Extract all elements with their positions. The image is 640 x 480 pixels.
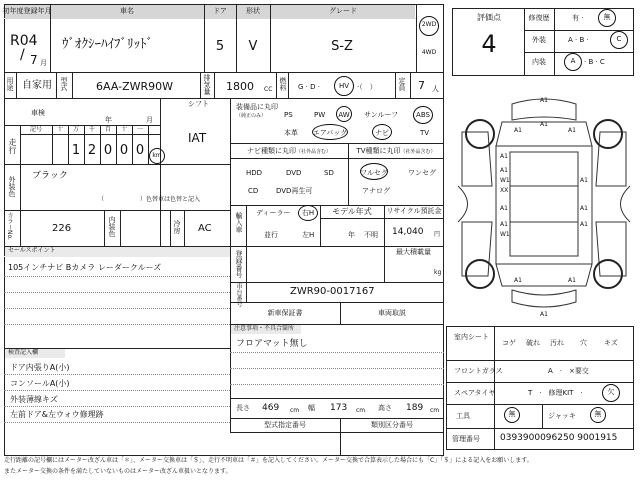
- model-year-unknown: 不明: [364, 231, 378, 239]
- spare-tire-label: スペアタイヤ: [454, 389, 496, 397]
- capacity-value: 7: [418, 79, 425, 92]
- damage-mark: A1: [580, 205, 588, 212]
- equip-abs: ABS: [416, 111, 430, 119]
- repair-none: 無: [603, 13, 611, 21]
- damage-mark: W1: [500, 177, 510, 184]
- seat-label: 室内シート: [454, 333, 489, 341]
- equip-leather: 本革: [284, 129, 298, 137]
- equip-sunroof: サンルーフ: [364, 111, 399, 119]
- mgmt-value: 0393900096250 9001915: [500, 433, 618, 443]
- navi-cd: CD: [248, 187, 259, 195]
- recycle-label: リサイクル預託金: [386, 207, 442, 215]
- import-dealer: ディーラー: [256, 209, 291, 217]
- grade-label: グレード: [329, 7, 357, 15]
- shape-value: V: [248, 39, 258, 54]
- capacity-unit: 人: [432, 85, 439, 93]
- sales-point-value: 105インチナビ Bカメラ レーダークルーズ: [8, 263, 162, 272]
- height-label: 高さ: [378, 404, 392, 412]
- score-label: 評価点: [477, 13, 501, 22]
- damage-mark: A1: [540, 121, 548, 128]
- equip-tv: TV: [420, 129, 430, 137]
- damage-mark: W1: [500, 231, 510, 238]
- footer-note-1: 走行距離の記号欄にはメーター改ざん車は「＊」、メーター交換車は「＄」、走行不明車は「＃」を記入してください。メーター交換で合算表示した場合にも「C」「＄」による記入をお願いします。: [4, 457, 533, 464]
- inspection-label: 車検: [31, 109, 45, 117]
- length-value: 469: [262, 403, 280, 413]
- equip-aw: AW: [338, 111, 350, 119]
- repair-options: 有 ·: [572, 14, 584, 22]
- notes-label: 注意事項・不具合箇所: [234, 325, 295, 332]
- damage-mark: A1: [514, 127, 522, 134]
- use-value: 自家用: [22, 80, 52, 91]
- damage-mark: A1: [540, 97, 548, 104]
- damage-mark: A1: [500, 221, 508, 228]
- ac-value: AC: [198, 223, 212, 234]
- height-value: 189: [406, 403, 424, 413]
- model-label: 型式: [60, 77, 68, 91]
- ac-label: 冷房: [173, 220, 181, 234]
- length-unit: cm: [290, 407, 300, 414]
- cc-unit: CC: [264, 86, 273, 93]
- navi-sd: SD: [324, 169, 334, 177]
- place-label: 千: [88, 126, 96, 133]
- import-left: 左H: [302, 231, 315, 239]
- height-unit: cm: [430, 407, 440, 414]
- equip-pw: PW: [314, 111, 326, 119]
- exterior-label: 外装: [532, 36, 546, 44]
- damage-mark: XX: [500, 187, 509, 194]
- inspector-line: ドア内張りA(小): [10, 363, 70, 372]
- color-label: 外装色: [8, 176, 16, 197]
- equip-airbag: エアバック: [312, 129, 348, 137]
- interior-grade: A: [570, 57, 576, 65]
- mileage-unit-label: 記号: [29, 126, 43, 133]
- place-label: 一: [136, 126, 144, 133]
- recycle-value: 14,040: [392, 227, 424, 237]
- equip-ps: PS: [284, 111, 293, 119]
- equip-navi: ナビ: [375, 129, 389, 137]
- new-car-warranty: 新車保証書: [267, 309, 303, 317]
- damage-mark: A1: [580, 177, 588, 184]
- tv-oneseg: ワンセグ: [408, 169, 436, 177]
- color-note: （ ）色替車は色替と記入: [98, 196, 201, 203]
- jack-none: 無: [594, 410, 602, 418]
- displacement-value: 1800: [226, 80, 254, 93]
- model-year-year: 年: [348, 231, 355, 239]
- equipment-label: 装備品に丸印: [236, 103, 278, 111]
- mileage-digit: 2: [87, 143, 97, 158]
- recycle-unit: 円: [434, 231, 441, 238]
- seat-option: コゲ: [502, 339, 516, 347]
- max-load-label: 最大積載量: [396, 248, 431, 256]
- seat-option: 穴: [580, 339, 587, 347]
- reg-year: R04: [10, 33, 38, 49]
- shift-value: IAT: [188, 131, 207, 145]
- place-label: 万: [72, 126, 80, 133]
- shape-label: 形状: [246, 7, 260, 15]
- seat-option: 破れ: [526, 339, 540, 347]
- color-no-value: 226: [52, 223, 72, 234]
- mgmt-label: 管理番号: [452, 435, 480, 443]
- mileage-label: 走行: [8, 138, 17, 154]
- equipment-sub: （純正のみ）: [236, 113, 267, 119]
- width-unit: cm: [356, 407, 366, 414]
- interior-options: · B · C: [584, 58, 605, 66]
- reg-slash: /: [20, 47, 25, 63]
- color-no-label: カラーNo.: [6, 212, 13, 240]
- damage-mark: A1: [500, 167, 508, 174]
- damage-mark: A1: [540, 311, 548, 318]
- chassis-value: ZWR90-0017167: [290, 286, 375, 297]
- place-label: 十: [120, 126, 128, 133]
- model-value: 6AA-ZWR90W: [96, 80, 174, 93]
- damage-mark: A1: [514, 277, 522, 284]
- inspector-line: コンソールA(小): [10, 379, 70, 388]
- inspection-year: 年: [105, 116, 112, 124]
- interior-color-label: 内装色: [108, 216, 116, 237]
- drive-4wd: 4WD: [421, 49, 437, 56]
- car-name-label: 車名: [120, 7, 134, 15]
- spare-tire-options: T · 修理KIT ·: [528, 389, 583, 397]
- mileage-digit: 0: [119, 143, 129, 158]
- vehicle-manual: 車両取説: [378, 309, 406, 317]
- exterior-grade: C: [616, 35, 622, 43]
- use-label: 用途: [6, 77, 14, 91]
- sales-point-label: セールスポイント: [8, 247, 56, 254]
- drive-2wd: 2WD: [421, 21, 437, 28]
- navi-hdd: HDD: [246, 169, 263, 177]
- displacement-label: 排気量: [203, 74, 211, 95]
- import-parallel: 並行: [264, 231, 278, 239]
- color-value: ブラック: [32, 171, 68, 181]
- import-label: 輸入車: [235, 212, 243, 233]
- place-label: 十: [56, 126, 64, 133]
- inspector-line: 左前ドア&左ウォウ修理跡: [10, 410, 104, 419]
- max-load-unit: kg: [434, 269, 442, 276]
- type-number-label: 型式指定番号: [264, 421, 306, 429]
- length-label: 長さ: [236, 404, 250, 412]
- navi-dvd-play: DVD再生可: [276, 187, 313, 195]
- front-glass-label: フロントガラス: [454, 367, 503, 375]
- damage-mark: A1: [500, 205, 508, 212]
- door-label: ドア: [213, 7, 227, 15]
- inspector-label: 検査記入欄: [8, 349, 39, 356]
- fuel-label: 燃料: [279, 77, 287, 91]
- registration-label: 登録番号: [235, 250, 243, 278]
- import-right: 右H: [301, 209, 315, 217]
- capacity-label: 定員: [398, 77, 406, 91]
- width-label: 幅: [308, 404, 315, 412]
- jack-label: ジャッキ: [548, 412, 576, 420]
- navi-type-header: ナビ種類に丸印（社外品含む）: [246, 147, 332, 155]
- class-number-label: 類別区分番号: [371, 421, 413, 429]
- fuel-options: G · D ·: [298, 83, 320, 91]
- reg-date-label: 初年度登録年月: [2, 7, 52, 15]
- score-value: 4: [481, 30, 497, 58]
- tools-none: 無: [508, 410, 516, 418]
- car-damage-diagram: [452, 86, 636, 320]
- km-unit: km: [152, 152, 162, 159]
- chassis-label: 車台番号: [235, 283, 242, 307]
- month-unit: 月: [40, 59, 47, 67]
- tv-fullseg: フルセグ: [360, 169, 388, 177]
- seat-option: キズ: [604, 339, 618, 347]
- reg-month: 7: [30, 53, 38, 67]
- exterior-options: A · B ·: [568, 36, 589, 44]
- door-count: 5: [215, 39, 225, 54]
- width-value: 173: [330, 403, 348, 413]
- seat-option: 汚れ: [550, 339, 564, 347]
- spare-tire-missing: 欠: [607, 388, 615, 396]
- mileage-digit: 0: [135, 143, 145, 158]
- mileage-digit: 0: [103, 143, 113, 158]
- inspector-line: 外装薄線キズ: [10, 395, 58, 404]
- damage-mark: A1: [568, 277, 576, 284]
- tools-label: 工具: [456, 412, 470, 420]
- navi-dvd: DVD: [286, 169, 302, 177]
- footer-note-2: またメーター交換の条件を満たしていないものはメーター改ざん車扱いとなります。: [4, 468, 232, 475]
- damage-mark: A1: [568, 127, 576, 134]
- fuel-hv: HV: [338, 82, 350, 90]
- damage-mark: A1: [500, 153, 508, 160]
- notes-value: フロアマット無し: [236, 339, 308, 349]
- place-label: 百: [104, 126, 112, 133]
- tv-type-header: TV種類に丸印（社外品含む）: [356, 147, 436, 155]
- shift-label: シフト: [188, 100, 209, 108]
- mileage-digit: 1: [71, 143, 81, 158]
- repair-label: 修復歴: [528, 14, 550, 22]
- front-glass-options: A · ×要交: [548, 367, 589, 375]
- grade-value: S-Z: [331, 39, 353, 54]
- damage-mark: A1: [580, 221, 588, 228]
- inspection-month: 月: [146, 116, 153, 124]
- interior-label: 内装: [532, 58, 546, 66]
- car-name: ｳﾞｵｸｼｰﾊｲﾌﾞﾘｯﾄﾞ: [62, 37, 153, 52]
- tv-analog: アナログ: [362, 187, 390, 195]
- fuel-extra: ·（ ）: [357, 83, 377, 91]
- model-year-label: モデル年式: [332, 207, 372, 216]
